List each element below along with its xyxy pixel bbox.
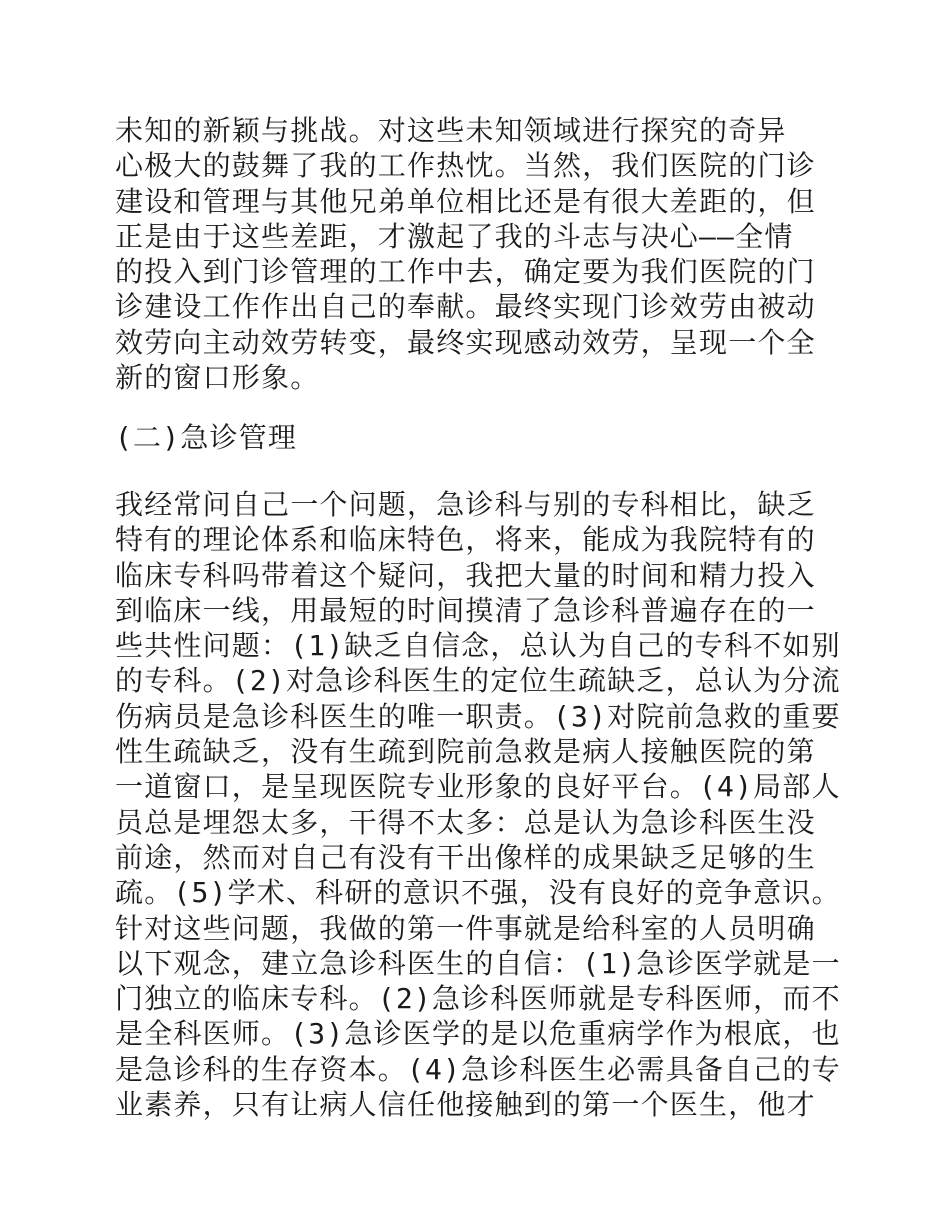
paragraph-line: 性生疏缺乏，没有生疏到院前急救是病人接触医院的第 <box>115 735 816 769</box>
section-heading <box>115 420 845 455</box>
paragraph-line: 临床专科吗带着这个疑问，我把大量的时间和精力投入 <box>115 558 816 592</box>
paragraph-line: 效劳向主动效劳转变，最终实现感动效劳，呈现一个全 <box>115 325 816 359</box>
paragraph-line: 一道窗口，是呈现医院专业形象的良好平台。(4)局部人 <box>115 770 841 804</box>
paragraph-line: 诊建设工作作出自己的奉献。最终实现门诊效劳由被动 <box>115 290 816 324</box>
section-heading-text: (二)急诊管理 <box>115 421 298 454</box>
paragraph-line: 针对这些问题，我做的第一件事就是给科室的人员明确 <box>115 911 816 945</box>
paragraph-line: 些共性问题：(1)缺乏自信念，总认为自己的专科不如别 <box>115 629 841 663</box>
paragraph-1 <box>115 113 845 395</box>
paragraph-2 <box>115 487 845 1122</box>
paragraph-line: 的投入到门诊管理的工作中去，确定要为我们医院的门 <box>115 255 816 289</box>
paragraph-line: 门独立的临床专科。(2)急诊科医师就是专科医师，而不 <box>115 982 841 1016</box>
paragraph-line: 我经常问自己一个问题，急诊科与别的专科相比，缺乏 <box>115 488 816 521</box>
paragraph-line: 是急诊科的生存资本。(4)急诊科医生必需具备自己的专 <box>115 1052 841 1086</box>
paragraph-line: 的专科。(2)对急诊科医生的定位生疏缺乏，总认为分流 <box>115 664 841 698</box>
paragraph-line: 建设和管理与其他兄弟单位相比还是有很大差距的，但 <box>115 184 816 218</box>
paragraph-line: 新的窗口形象。 <box>115 361 320 395</box>
paragraph-line: 心极大的鼓舞了我的工作热忱。当然，我们医院的门诊 <box>115 149 816 183</box>
paragraph-line: 以下观念，建立急诊科医生的自信：(1)急诊医学就是一 <box>115 946 841 980</box>
paragraph-line: 疏。(5)学术、科研的意识不强，没有良好的竞争意识。 <box>115 876 841 910</box>
paragraph-line: 特有的理论体系和临床特色，将来，能成为我院特有的 <box>115 523 816 557</box>
paragraph-line: 前途，然而对自己有没有干出像样的成果缺乏足够的生 <box>115 840 816 874</box>
paragraph-line: 未知的新颖与挑战。对这些未知领域进行探究的奇异 <box>115 114 787 147</box>
paragraph-line: 到临床一线，用最短的时间摸清了急诊科普遍存在的一 <box>115 593 816 627</box>
paragraph-line: 业素养，只有让病人信任他接触到的第一个医生，他才 <box>115 1088 816 1122</box>
paragraph-line: 员总是埋怨太多，干得不太多：总是认为急诊科医生没 <box>115 805 816 839</box>
paragraph-line: 正是由于这些差距，才激起了我的斗志与决心——全情 <box>115 219 794 253</box>
paragraph-line: 是全科医师。(3)急诊医学的是以危重病学作为根底，也 <box>115 1017 841 1051</box>
paragraph-line: 伤病员是急诊科医生的唯一职责。(3)对院前急救的重要 <box>115 699 841 733</box>
